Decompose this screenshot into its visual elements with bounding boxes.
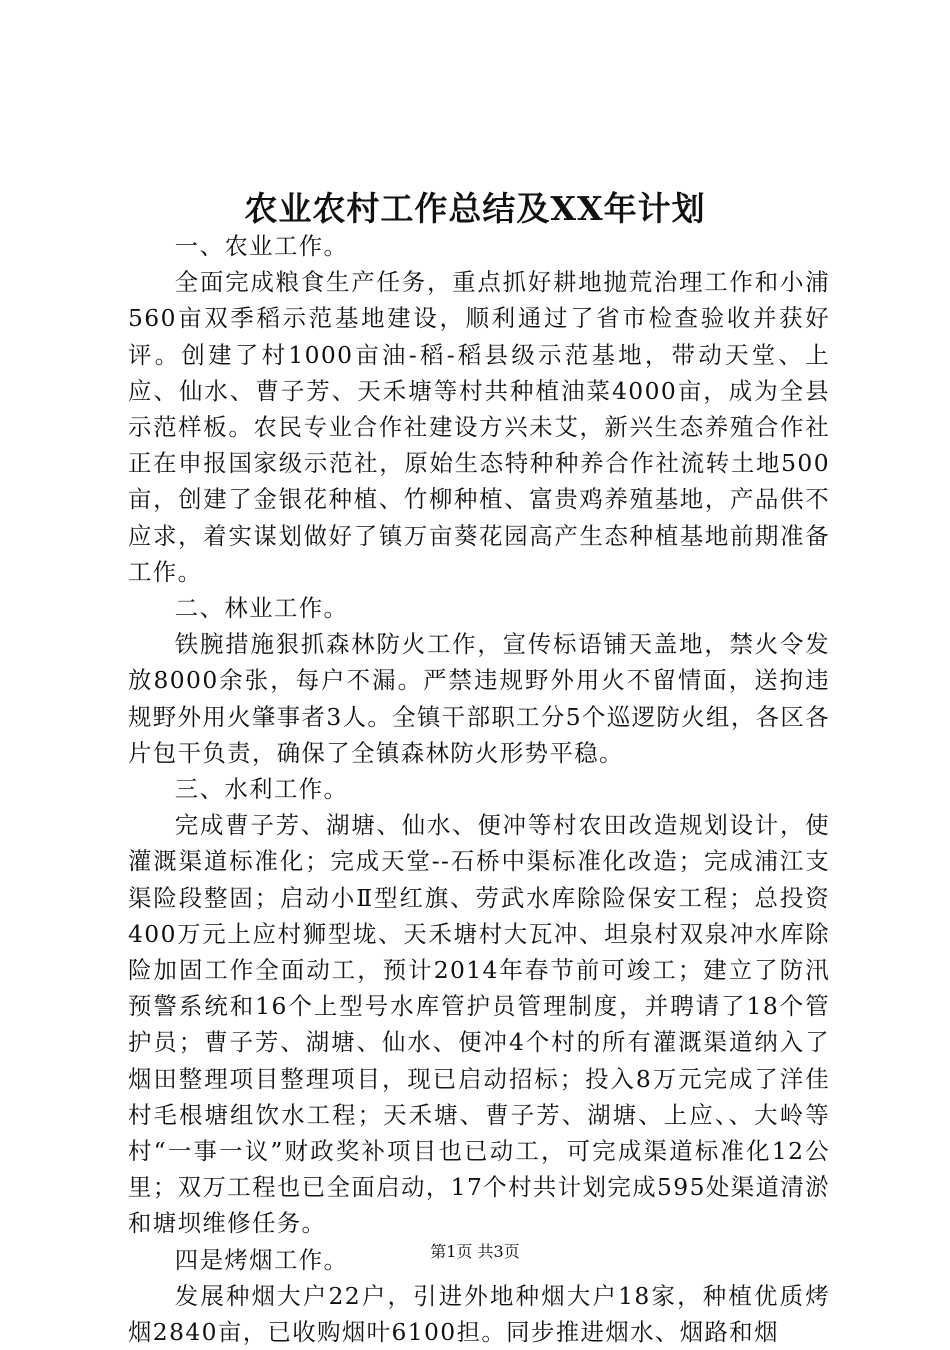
section-body-water: 完成曹子芳、湖塘、仙水、便冲等村农田改造规划设计，使灌溉渠道标准化；完成天堂--石桥中渠标准化改造；完成浦江支渠险段整固；启动小Ⅱ型红旗、劳武水库除险保安工程；总投资400万元上应村狮型垅、天禾塘村大瓦冲、坦泉村双泉冲水库除险加固工作全面动工，预计2014年春节前可竣工；建立了防汛预警系统和16个上型号水库管护员管理制度，并聘请了18个管护员；曹子芳、湖塘、仙水、便冲4个村的所有灌溉渠道纳入了烟田整理项目整理项目，现已启动招标；投入8万元完成了洋佳村毛根塘组饮水工程；天禾塘、曹子芳、湖塘、上应、、大岭等村“一事一议”财政奖补项目也已动工，可完成渠道标准化12公里；双万工程也已全面启动，17个村共计划完成595处渠道清淤和塘坝维修任务。 — [128, 811, 830, 1238]
section-body-forestry: 铁腕措施狠抓森林防火工作，宣传标语铺天盖地，禁火令发放8000余张，每户不漏。严禁违规野外用火不留情面，送拘违规野外用火肇事者3人。全镇干部职工分5个巡逻防火组，各区各片包干负责，确保了全镇森林防火形势平稳。 — [128, 630, 830, 767]
document-body — [128, 228, 830, 1350]
section-heading-agriculture: 一、农业工作。 — [174, 232, 349, 260]
section-body-tobacco: 发展种烟大户22户，引进外地种烟大户18家，种植优质烤烟2840亩，已收购烟叶6100担。同步推进烟水、烟路和烟 — [128, 1281, 830, 1347]
page-footer: 第1页 共3页 — [430, 1242, 520, 1261]
section-heading-tobacco: 四是烤烟工作。 — [174, 1245, 349, 1274]
section-body-agriculture: 全面完成粮食生产任务，重点抓好耕地抛荒治理工作和小浦560亩双季稻示范基地建设，顺利通过了省市检查验收并获好评。创建了村1000亩油-稻-稻县级示范基地，带动天堂、上应、仙水、曹子芳、天禾塘等村共种植油菜4000亩，成为全县示范样板。农民专业合作社建设方兴未艾，新兴生态养殖合作社正在申报国家级示范社，原始生态特种种养合作社流转土地500亩，创建了金银花种植、竹柳种植、富贵鸡养殖基地，产品供不应求，着实谋划做好了镇万亩葵花园高产生态种植基地前期准备工作。 — [128, 268, 830, 586]
section-heading-water: 三、水利工作。 — [174, 775, 349, 804]
section-heading-forestry: 二、林业工作。 — [174, 594, 349, 623]
document-title: 农业农村工作总结及XX年计划 — [244, 189, 706, 228]
